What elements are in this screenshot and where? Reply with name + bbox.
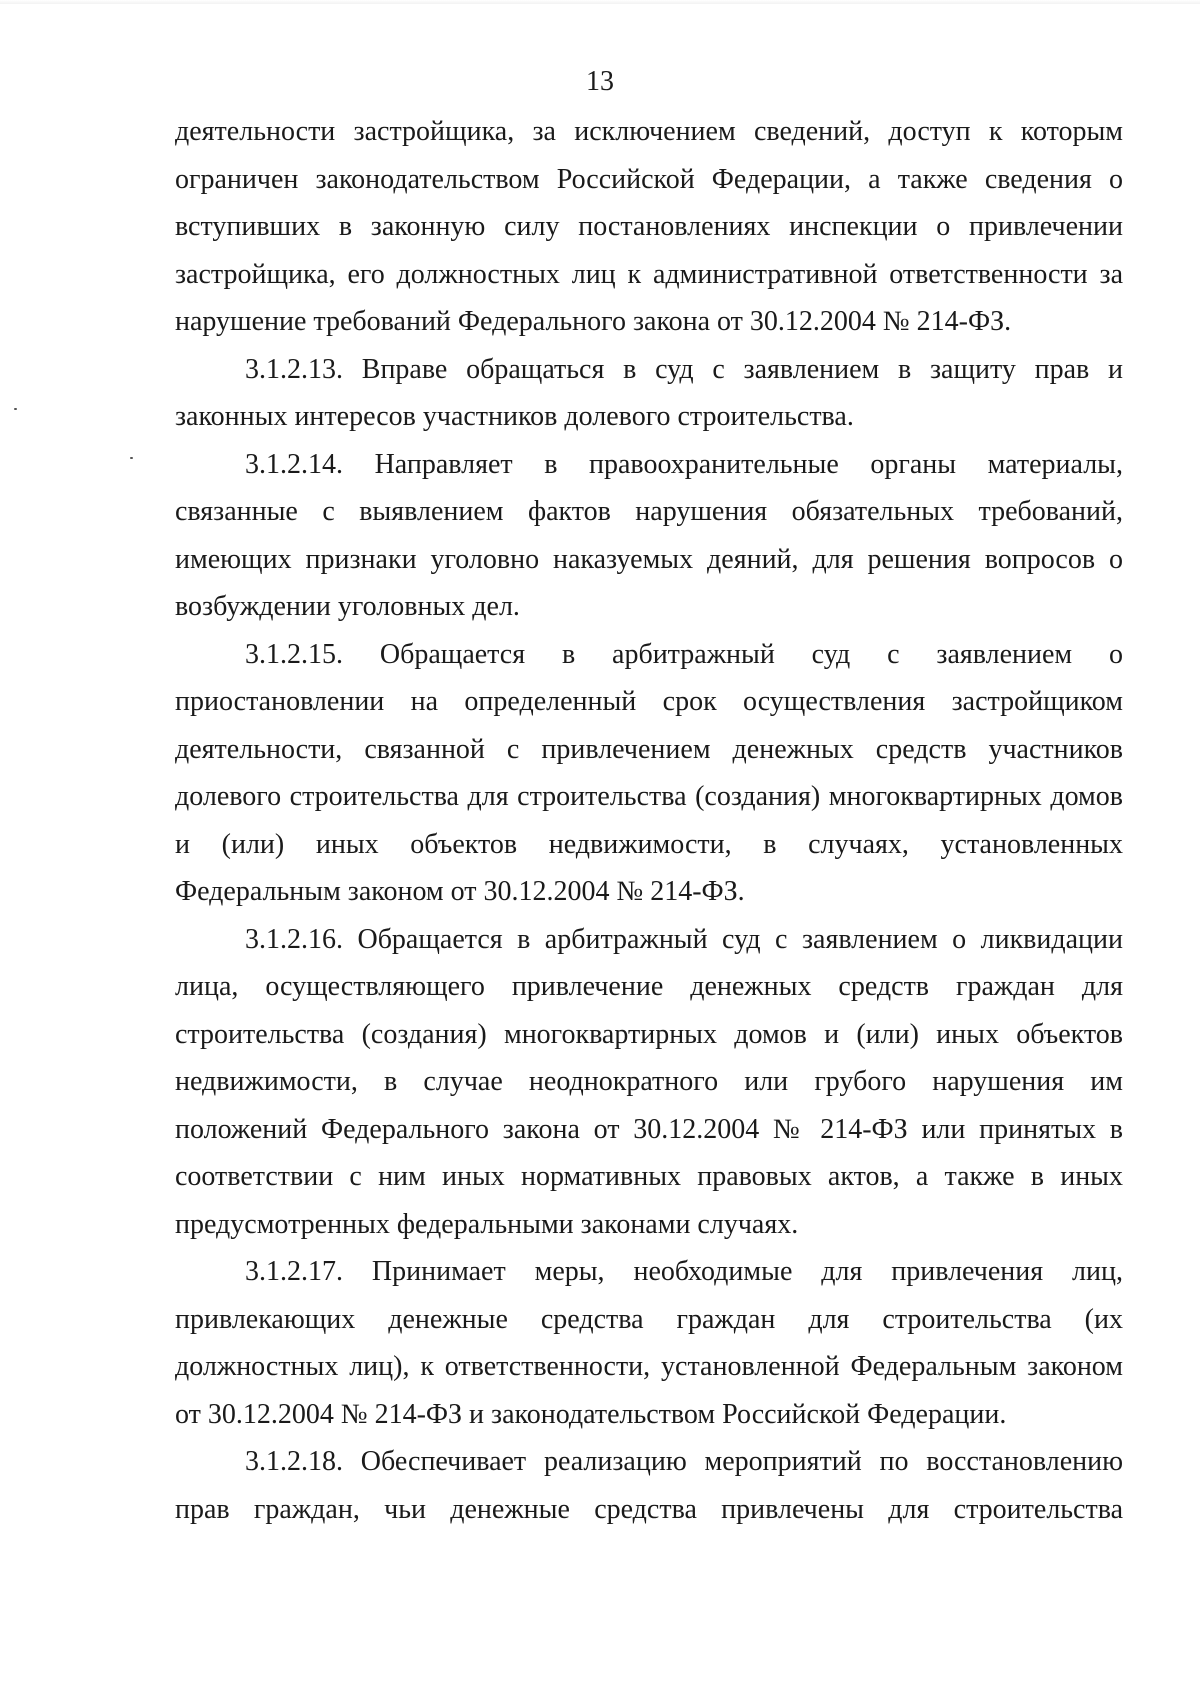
scan-speck bbox=[130, 457, 133, 459]
item-number: 3.1.2.18. bbox=[245, 1446, 343, 1477]
paragraph-3-1-2-13 bbox=[175, 346, 1123, 441]
paragraph-3-1-2-15 bbox=[175, 631, 1123, 916]
paragraph-text: деятельности застройщика, за исключением сведений, доступ к которым ограничен законодательством Российской Федерации, а также сведения о вступивших в законную силу постановлениях инспекции о привлечении застройщика, его должностных лиц к административной ответственности за нарушение требований Федерального закона от 30.12.2004 № 214-ФЗ. bbox=[175, 116, 1123, 337]
item-number: 3.1.2.13. bbox=[245, 353, 343, 385]
item-number: 3.1.2.15. bbox=[245, 638, 343, 670]
scan-speck bbox=[14, 408, 17, 410]
paragraph-text: Обращается в арбитражный суд с заявлением о приостановлении на определенный срок осуществления застройщиком деятельности, связанной с привлечением денежных средств участников долевого строительства для строительства (создания) многоквартирных домов и (или) иных объектов недвижимости, в случаях, установленных Федеральным законом от 30.12.2004 № 214-ФЗ. bbox=[175, 638, 1123, 907]
paragraph-text: Направляет в правоохранительные органы материалы, связанные с выявлением фактов нарушения обязательных требований, имеющих признаки уголовно наказуемых деяний, для решения вопросов о возбуждении уголовных дел. bbox=[175, 448, 1123, 622]
paragraph-3-1-2-17 bbox=[175, 1248, 1123, 1438]
scan-top-edge bbox=[0, 0, 1200, 4]
document-body bbox=[175, 108, 1123, 1533]
paragraph-3-1-2-16 bbox=[175, 916, 1123, 1249]
item-number: 3.1.2.17. bbox=[245, 1256, 343, 1287]
paragraph-text: Принимает меры, необходимые для привлечения лиц, привлекающих денежные средства граждан для строительства (их должностных лиц), к ответственности, установленной Федеральным законом от 30.12.2004 № 214-ФЗ и законодательством Российской Федерации. bbox=[175, 1256, 1123, 1430]
item-number: 3.1.2.14. bbox=[245, 448, 343, 480]
paragraph-text: Обеспечивает реализацию мероприятий по восстановлению прав граждан, чьи денежные средства привлечены для строительства bbox=[175, 1446, 1124, 1525]
item-number: 3.1.2.16. bbox=[245, 923, 343, 955]
paragraph-text: Вправе обращаться в суд с заявлением в защиту прав и законных интересов участников долевого строительства. bbox=[175, 353, 1124, 432]
paragraph-3-1-2-18 bbox=[175, 1438, 1123, 1533]
paragraph-text: Обращается в арбитражный суд с заявлением о ликвидации лица, осуществляющего привлечение денежных средств граждан для строительства (создания) многоквартирных домов и (или) иных объектов недвижимости, в случае неоднократного или грубого нарушения им положений Федерального закона от 30.12.2004 № 214-ФЗ или принятых в соответствии с ним иных нормативных правовых актов, а также в иных предусмотренных федеральными законами случаях. bbox=[175, 923, 1123, 1240]
page-number: 13 bbox=[586, 66, 614, 97]
paragraph-3-1-2-14 bbox=[175, 441, 1123, 631]
paragraph-continuation bbox=[175, 108, 1123, 346]
